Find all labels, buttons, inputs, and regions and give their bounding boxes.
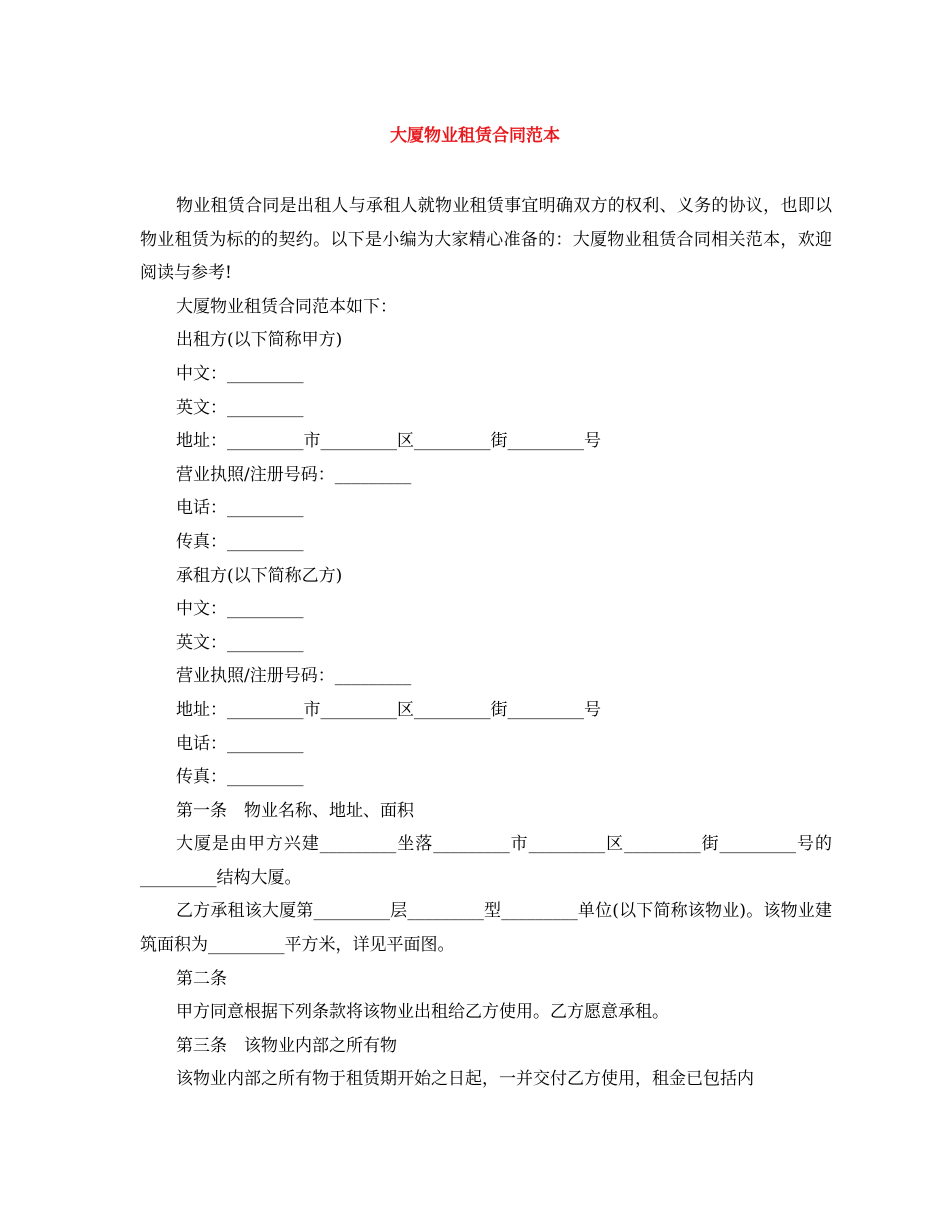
- section-heading: 大厦物业租赁合同范本如下：: [176, 296, 397, 317]
- article-1-heading: 第一条 物业名称、地址、面积: [176, 800, 414, 821]
- lessee-phone: 电话：_________: [176, 733, 304, 754]
- lessor-fax: 传真：_________: [176, 531, 304, 552]
- lessee-address: 地址：_________市_________区_________街_________号: [176, 699, 601, 720]
- article-1-unit: 乙方承租该大厦第_________层_________型_________单位(以下简称该物业)。该物业建筑面积为_________平方米，详见平面图。: [140, 901, 832, 956]
- lessor-heading: 出租方(以下简称甲方): [176, 330, 343, 351]
- lessee-fax: 传真：_________: [176, 767, 304, 788]
- article-3-heading: 第三条 该物业内部之所有物: [176, 1035, 397, 1056]
- lessor-address: 地址：_________市_________区_________街_________号: [176, 431, 601, 452]
- article-2-text: 甲方同意根据下列条款将该物业出租给乙方使用。乙方愿意承租。: [176, 1002, 669, 1023]
- lessee-english-name: 英文：_________: [176, 632, 304, 653]
- document-title: 大厦物业租赁合同范本: [390, 126, 560, 146]
- lessor-phone: 电话：_________: [176, 498, 304, 519]
- article-3-text: 该物业内部之所有物于租赁期开始之日起，一并交付乙方使用，租金已包括内: [176, 1069, 754, 1090]
- lessor-license: 营业执照/注册号码：_________: [176, 464, 412, 485]
- lessee-license: 营业执照/注册号码：_________: [176, 666, 412, 687]
- lessor-chinese-name: 中文：_________: [176, 363, 304, 384]
- article-1-building: 大厦是由甲方兴建_________坐落_________市_________区_________街_________号的_________结构大厦。: [140, 834, 832, 888]
- lessee-chinese-name: 中文：_________: [176, 599, 304, 620]
- article-2-heading: 第二条: [176, 968, 227, 989]
- document-body: [140, 190, 832, 1097]
- lessee-heading: 承租方(以下简称乙方): [176, 565, 343, 586]
- lessor-english-name: 英文：_________: [176, 397, 304, 418]
- intro-paragraph: 物业租赁合同是出租人与承租人就物业租赁事宜明确双方的权利、义务的协议，也即以物业租赁为标的的契约。以下是小编为大家精心准备的：大厦物业租赁合同相关范本，欢迎阅读与参考!: [140, 196, 832, 284]
